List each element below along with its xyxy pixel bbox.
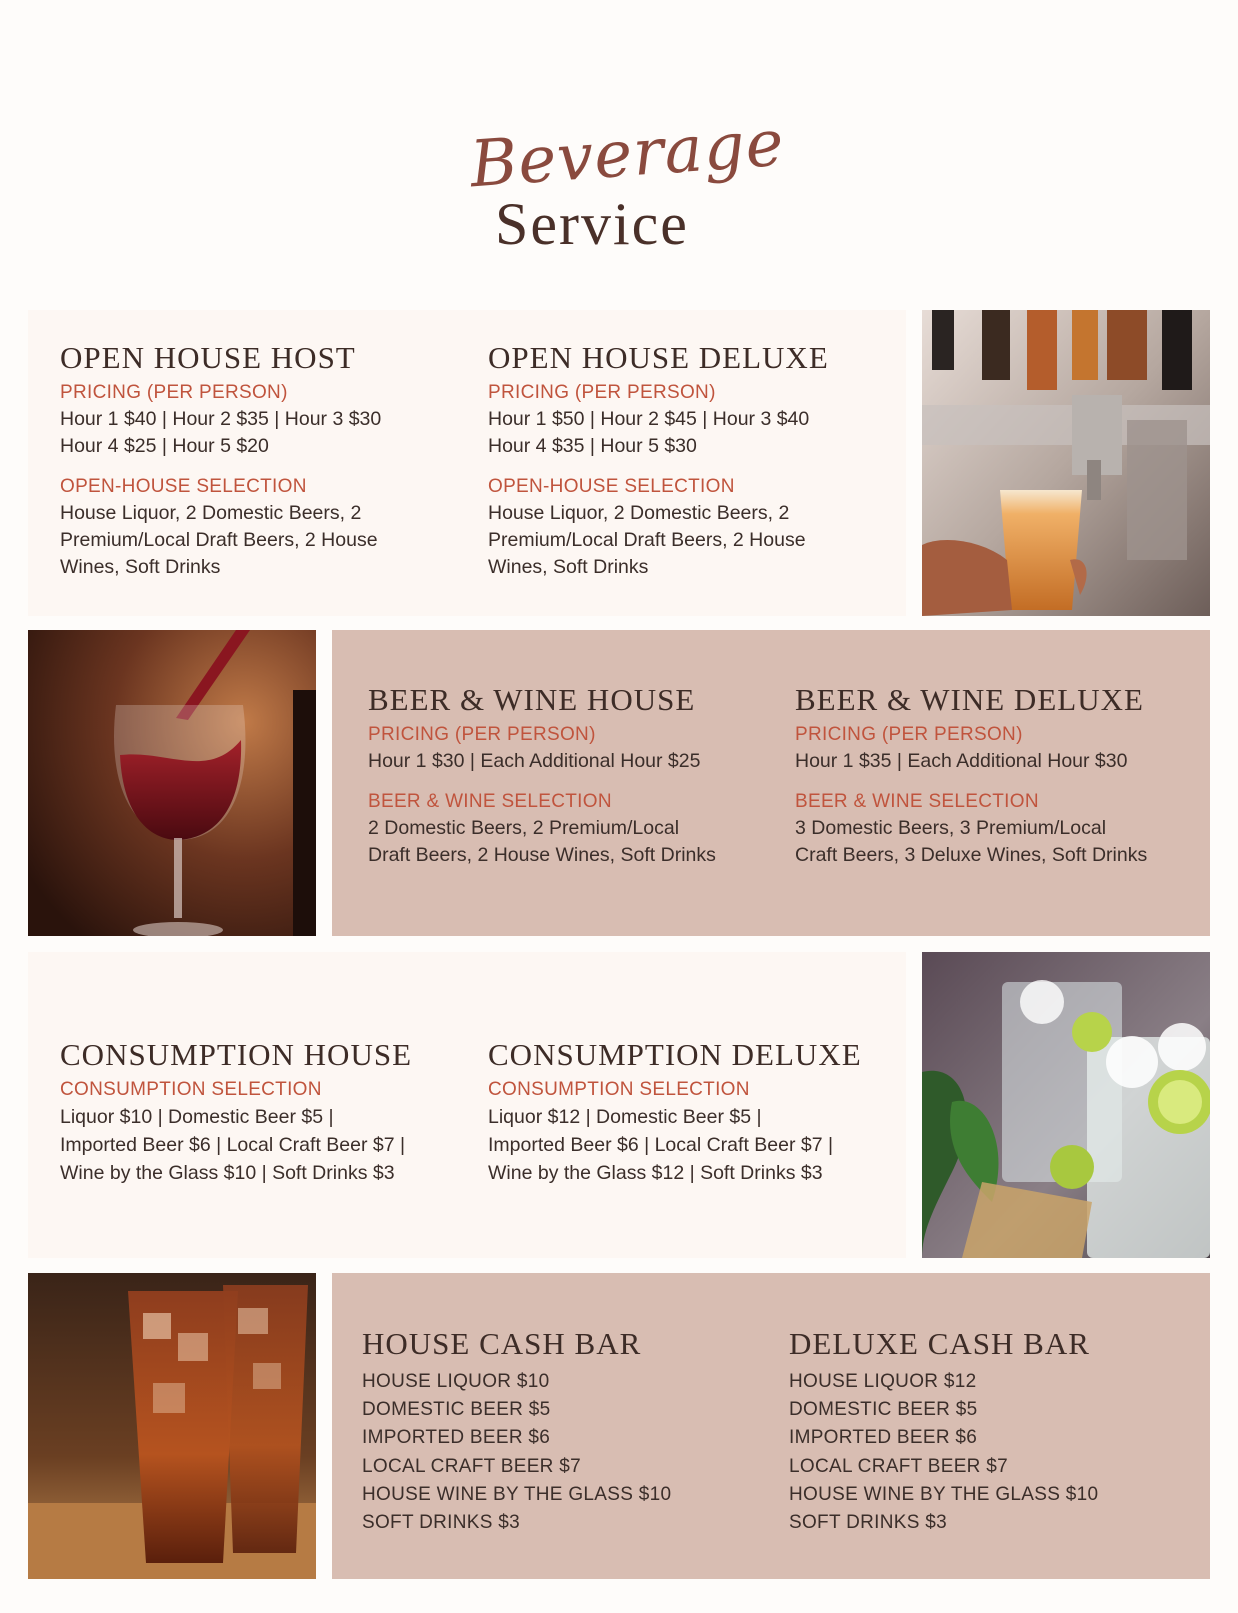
- list-item: IMPORTED BEER $6: [789, 1427, 978, 1449]
- selection-line: Craft Beers, 3 Deluxe Wines, Soft Drinks: [795, 844, 1148, 866]
- selection-line: House Liquor, 2 Domestic Beers, 2: [488, 502, 790, 524]
- section-heading: BEER & WINE HOUSE: [368, 682, 696, 717]
- section-heading: CONSUMPTION HOUSE: [60, 1037, 413, 1072]
- selection-line: Wines, Soft Drinks: [488, 556, 649, 578]
- selection-line: 3 Domestic Beers, 3 Premium/Local: [795, 817, 1107, 839]
- title-script: Beverage: [467, 106, 787, 203]
- selection-label: OPEN-HOUSE SELECTION: [488, 476, 735, 497]
- selection-line: Wines, Soft Drinks: [60, 556, 221, 578]
- list-item: DOMESTIC BEER $5: [789, 1399, 978, 1421]
- list-item: HOUSE WINE BY THE GLASS $10: [789, 1483, 1099, 1505]
- pricing-line: Hour 4 $25 | Hour 5 $20: [60, 435, 269, 457]
- section-heading: DELUXE CASH BAR: [789, 1326, 1090, 1361]
- section-heading: CONSUMPTION DELUXE: [488, 1037, 862, 1072]
- list-item: SOFT DRINKS $3: [789, 1512, 947, 1534]
- selection-line: Liquor $10 | Domestic Beer $5 |: [60, 1106, 334, 1128]
- list-item: HOUSE WINE BY THE GLASS $10: [362, 1483, 672, 1505]
- pricing-line: Hour 1 $50 | Hour 2 $45 | Hour 3 $40: [488, 408, 810, 430]
- beer-wine-house: [368, 682, 716, 869]
- section-heading: OPEN HOUSE HOST: [60, 340, 356, 375]
- house-cash-bar: [362, 1326, 671, 1537]
- title-main: Service: [495, 191, 689, 257]
- pricing-line: Hour 4 $35 | Hour 5 $30: [488, 435, 697, 457]
- section-heading: HOUSE CASH BAR: [362, 1326, 642, 1361]
- list-item: LOCAL CRAFT BEER $7: [362, 1455, 581, 1477]
- pricing-line: Hour 1 $35 | Each Additional Hour $30: [795, 750, 1128, 772]
- open-house-host: [60, 340, 381, 581]
- selection-line: Imported Beer $6 | Local Craft Beer $7 |: [488, 1134, 834, 1156]
- list-item: SOFT DRINKS $3: [362, 1512, 520, 1534]
- list-item: HOUSE LIQUOR $12: [789, 1371, 977, 1392]
- list-item: IMPORTED BEER $6: [362, 1427, 551, 1449]
- selection-line: 2 Domestic Beers, 2 Premium/Local: [368, 817, 680, 839]
- selection-label: BEER & WINE SELECTION: [795, 791, 1039, 812]
- list-item: HOUSE LIQUOR $10: [362, 1371, 550, 1392]
- cola-glasses-photo: [28, 1273, 316, 1579]
- selection-line: Liquor $12 | Domestic Beer $5 |: [488, 1106, 762, 1128]
- pricing-label: PRICING (PER PERSON): [488, 382, 716, 403]
- section-heading: OPEN HOUSE DELUXE: [488, 340, 829, 375]
- list-item: DOMESTIC BEER $5: [362, 1399, 551, 1421]
- consumption-deluxe: [488, 1037, 862, 1187]
- open-house-deluxe: [488, 340, 829, 581]
- selection-label: CONSUMPTION SELECTION: [60, 1079, 322, 1100]
- selection-line: Draft Beers, 2 House Wines, Soft Drinks: [368, 844, 716, 866]
- selection-label: CONSUMPTION SELECTION: [488, 1079, 750, 1100]
- selection-label: OPEN-HOUSE SELECTION: [60, 476, 307, 497]
- pricing-label: PRICING (PER PERSON): [368, 724, 596, 745]
- mojito-cocktail-photo: [922, 952, 1210, 1258]
- deluxe-cash-bar: [789, 1326, 1098, 1537]
- selection-line: Imported Beer $6 | Local Craft Beer $7 |: [60, 1134, 406, 1156]
- beer-tap-photo: [922, 310, 1210, 616]
- selection-label: BEER & WINE SELECTION: [368, 791, 612, 812]
- section-heading: BEER & WINE DELUXE: [795, 682, 1144, 717]
- pricing-label: PRICING (PER PERSON): [60, 382, 288, 403]
- selection-line: Premium/Local Draft Beers, 2 House: [60, 529, 378, 551]
- beer-wine-deluxe: [795, 682, 1147, 869]
- list-item: LOCAL CRAFT BEER $7: [789, 1455, 1008, 1477]
- red-wine-pour-photo: [28, 630, 316, 936]
- selection-line: House Liquor, 2 Domestic Beers, 2: [60, 502, 362, 524]
- selection-line: Wine by the Glass $10 | Soft Drinks $3: [60, 1162, 395, 1184]
- selection-line: Premium/Local Draft Beers, 2 House: [488, 529, 806, 551]
- pricing-line: Hour 1 $30 | Each Additional Hour $25: [368, 750, 701, 772]
- selection-line: Wine by the Glass $12 | Soft Drinks $3: [488, 1162, 823, 1184]
- pricing-line: Hour 1 $40 | Hour 2 $35 | Hour 3 $30: [60, 408, 382, 430]
- page-title: [0, 106, 1238, 268]
- pricing-label: PRICING (PER PERSON): [795, 724, 1023, 745]
- consumption-house: [60, 1037, 412, 1187]
